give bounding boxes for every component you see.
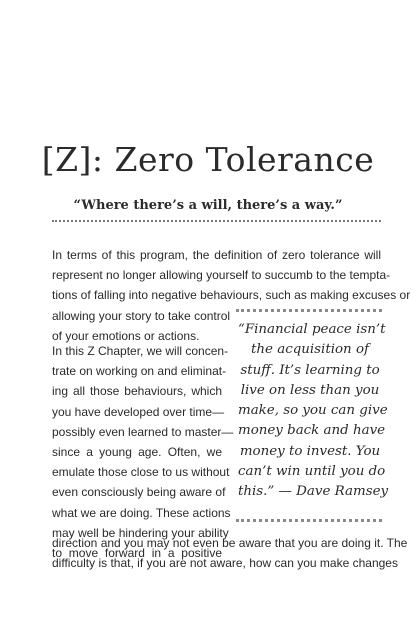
chapter-title: [Z]: Zero Tolerance: [41, 140, 375, 179]
paragraph-line: emulate those close to us without: [52, 465, 230, 480]
paragraph-line: to move forward in a positive: [52, 546, 222, 561]
pull-quote-line: live on less than you: [240, 382, 380, 398]
epigraph-divider: [52, 220, 381, 222]
pull-quote-top-rule: [236, 309, 382, 312]
paragraph-line: of your emotions or actions.: [52, 328, 200, 343]
pull-quote-line: can’t win until you do: [238, 464, 386, 480]
paragraph-line: may well be hindering your ability: [52, 525, 229, 540]
pull-quote: [238, 320, 389, 503]
paragraph-line: allowing your story to take control: [52, 308, 231, 323]
paragraph-line: difficulty is that, if you are not aware, how can you make changes: [52, 556, 398, 571]
paragraph-line: tions of falling into negative behaviours, such as making excuses or: [52, 288, 411, 303]
chapter-epigraph: “Where there’s a will, there’s a way.”: [73, 198, 343, 213]
paragraph-line: you have developed over time—: [52, 404, 225, 419]
paragraph-line: direction and you may not even be aware that you are doing it. The: [52, 536, 408, 550]
pull-quote-line: the acquisition of: [251, 342, 369, 358]
paragraph-line: since a young age. Often, we: [52, 445, 222, 460]
pull-quote-line: this.” — Dave Ramsey: [238, 484, 389, 500]
paragraph-line: In terms of this program, the definition of zero tolerance will: [52, 248, 381, 262]
paragraph-line: what we are doing. These actions: [52, 505, 231, 520]
paragraph-line: even consciously being aware of: [52, 485, 226, 500]
paragraph-line: represent no longer allowing yourself to succumb to the tempta-: [52, 268, 391, 283]
pull-quote-line: stuff. It’s learning to: [240, 362, 380, 378]
pull-quote-line: money to invest. You: [239, 443, 381, 459]
paragraph-line: In this Z Chapter, we will concen-: [52, 344, 229, 358]
paragraph-line: trate on working on and eliminat-: [52, 364, 227, 379]
paragraph-line: ing all those behaviours, which: [52, 384, 222, 399]
pull-quote-bottom-rule: [236, 519, 382, 522]
pull-quote-line: “Financial peace isn’t: [238, 322, 386, 337]
paragraph-2-continued: [52, 533, 408, 573]
pull-quote-line: make, so you can give: [238, 403, 388, 419]
pull-quote-line: money back and have: [238, 423, 386, 439]
paragraph-line: possibly even learned to master—: [52, 424, 234, 439]
